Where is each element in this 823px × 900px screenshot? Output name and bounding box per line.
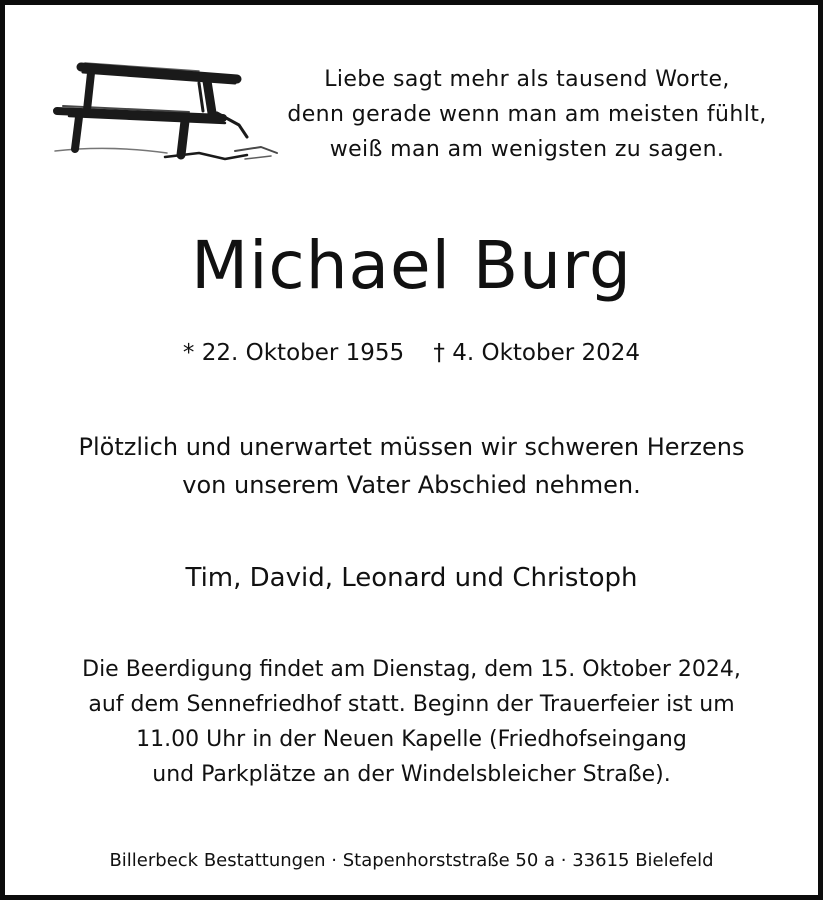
funeral-home-footer: Billerbeck Bestattungen · Stapenhorststraße 50 a · 33615 Bielefeld [109, 850, 714, 871]
quote-line: denn gerade wenn man am meisten fühlt, [287, 102, 767, 127]
funeral-line: und Parkplätze an der Windelsbleicher Straße). [152, 762, 671, 787]
life-dates: * 22. Oktober 1955 † 4. Oktober 2024 [182, 340, 641, 366]
family-names: Tim, David, Leonard und Christoph [185, 563, 638, 593]
quote-line: weiß man am wenigsten zu sagen. [329, 137, 725, 162]
quote-line: Liebe sagt mehr als tausend Worte, [324, 67, 730, 92]
funeral-line: auf dem Sennefriedhof statt. Beginn der Trauerfeier ist um [88, 692, 735, 717]
deceased-name: Michael Burg [191, 227, 632, 304]
funeral-details [5, 652, 818, 792]
mourning-message [5, 428, 818, 504]
funeral-line: 11.00 Uhr in der Neuen Kapelle (Friedhofseingang [136, 727, 687, 752]
funeral-line: Die Beerdigung findet am Dienstag, dem 15. Oktober 2024, [82, 657, 741, 682]
message-line: von unserem Vater Abschied nehmen. [182, 471, 641, 499]
bench-icon [49, 55, 279, 165]
message-line: Plötzlich und unerwartet müssen wir schweren Herzens [78, 433, 745, 461]
quote [267, 62, 787, 167]
